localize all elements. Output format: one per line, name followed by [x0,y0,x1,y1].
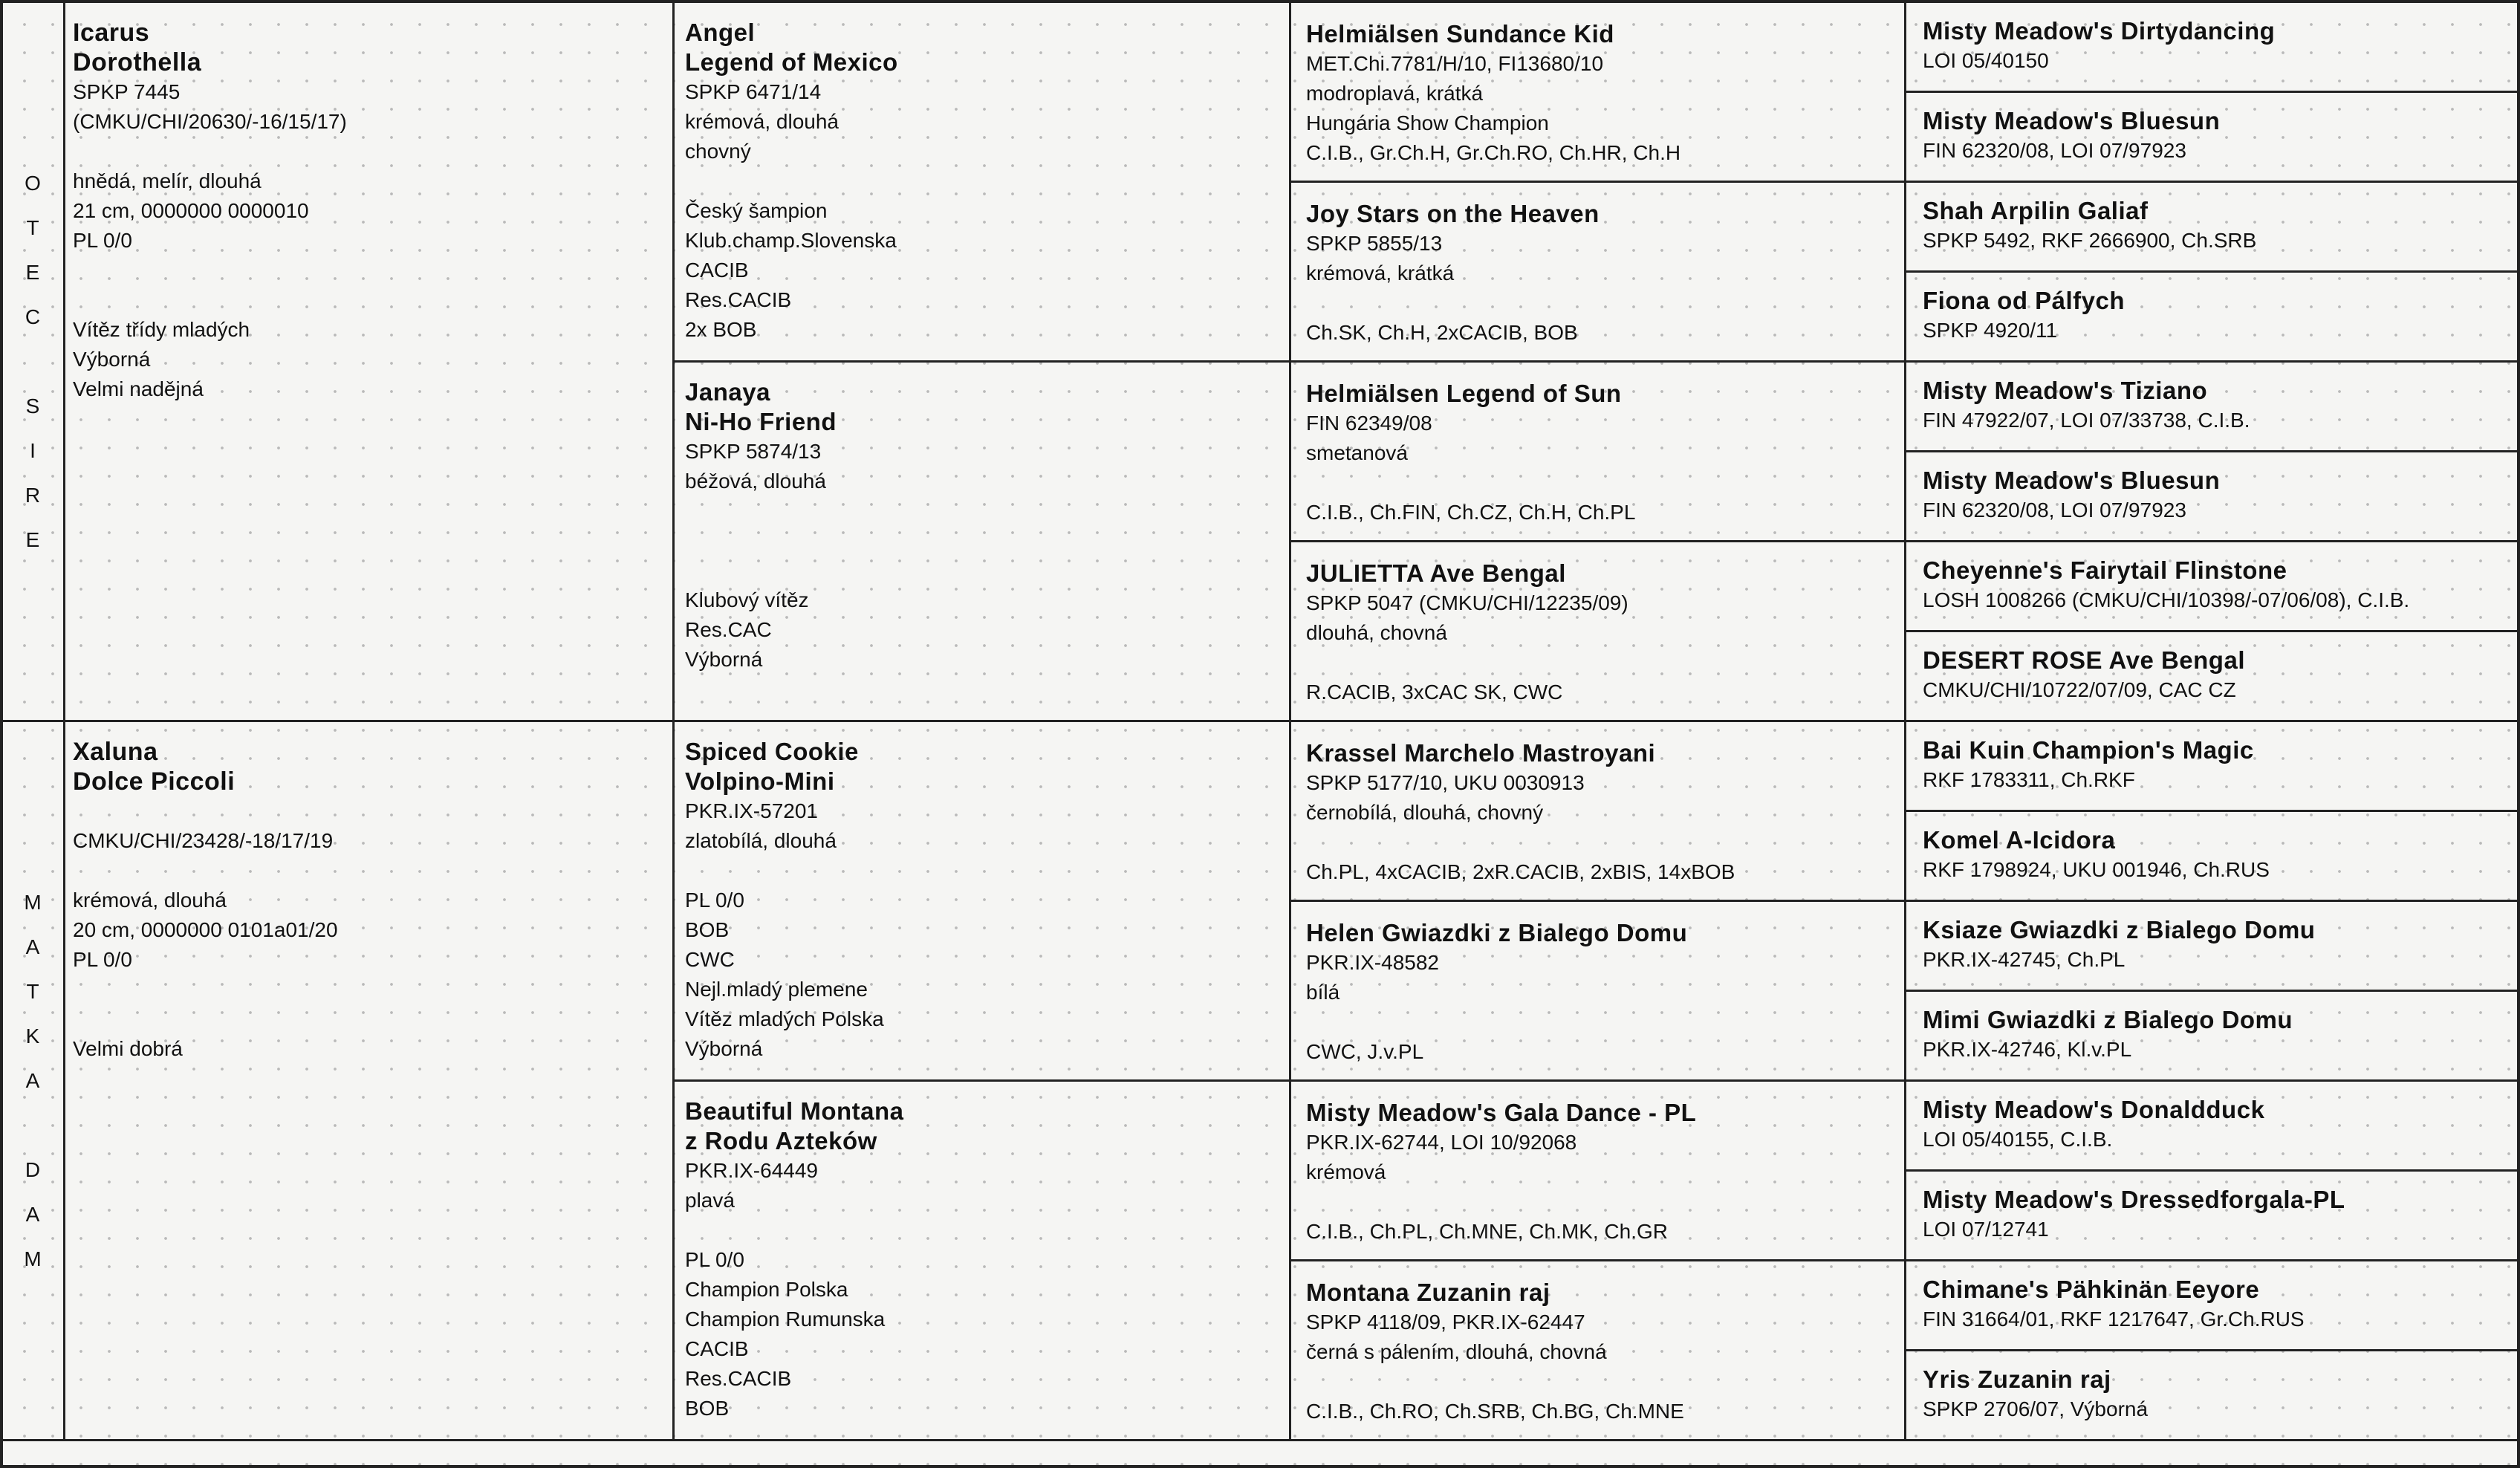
gg-grandparent-name: Misty Meadow's Tiziano [1923,377,2208,404]
grandparent-info-line [685,556,1276,585]
grandparent-cell [675,363,1291,722]
great-grandparent-info-line [1306,1367,1891,1397]
grandparent-info-line: PL 0/0 [685,889,744,912]
sire-info-line [73,256,659,285]
gg-grandparent-info: LOI 05/40155, C.I.B. [1923,1128,2113,1151]
great-grandparent-info-line: PKR.IX-48582 [1306,951,1439,974]
side-letter: K [25,1024,41,1048]
grandparent-info-line: krémová, dlouhá [685,110,840,133]
side-letter: S [25,394,41,418]
great-grandparent-name: Joy Stars on the Heaven [1306,200,1600,227]
dam-info-line [73,856,659,886]
great-grandparent-info-line: černobílá, dlouhá, chovný [1306,801,1544,824]
grandparent-info-line: Res.CACIB [685,1367,792,1390]
gg-grandparent-cell [1906,812,2520,902]
side-letter: E [25,260,41,284]
gg-grandparent-name: Fiona od Pálfych [1923,287,2126,314]
grandparent-info-line: 2x BOB [685,318,757,341]
grandparent-info-line: Champion Rumunska [685,1308,886,1331]
dam-side-label [3,722,65,1441]
gg-grandparent-name: DESERT ROSE Ave Bengal [1923,646,2245,674]
grandparent-info-line: Výborná [685,1037,763,1060]
great-grandparent-name: Krassel Marchelo Mastroyani [1306,739,1656,767]
grandparent-name-line1: Janaya [685,378,770,406]
grandparent-name-line1: Spiced Cookie [685,738,859,765]
great-grandparent-info-line [1306,288,1891,318]
side-letter: T [26,215,40,239]
great-grandparent-info-line: Ch.PL, 4xCACIB, 2xR.CACIB, 2xBIS, 14xBOB [1306,860,1735,883]
grandparent-info-line: BOB [685,1397,730,1420]
great-grandparent-name: Helen Gwiazdki z Bialego Domu [1306,919,1688,946]
grandparent-name-line2: Volpino-Mini [685,767,835,795]
gg-grandparent-cell [1906,273,2520,363]
great-grandparent-info-line: C.I.B., Gr.Ch.H, Gr.Ch.RO, Ch.HR, Ch.H [1306,141,1681,164]
gg-grandparent-info: RKF 1798924, UKU 001946, Ch.RUS [1923,858,2270,881]
grandparent-info-line: CWC [685,948,735,971]
great-grandparent-info-line: C.I.B., Ch.PL, Ch.MNE, Ch.MK, Ch.GR [1306,1220,1669,1243]
dam-info-line [73,796,659,826]
gg-grandparent-cell [1906,363,2520,452]
dam-info-line: Velmi dobrá [73,1037,183,1060]
great-grandparent-name: JULIETTA Ave Bengal [1306,559,1566,587]
grandparent-info-line [685,1215,1276,1245]
great-grandparent-info-line: R.CACIB, 3xCAC SK, CWC [1306,681,1563,704]
great-grandparent-info-line [1306,1007,1891,1037]
sire-name-line1: Icarus [73,19,150,47]
dam-info-line: krémová, dlouhá [73,889,227,912]
gg-grandparent-name: Chimane's Pähkinän Eeyore [1923,1276,2260,1303]
grandparent-info-line: BOB [685,918,730,941]
side-letter: A [25,1202,41,1226]
grandparent-info-line: Champion Polska [685,1278,848,1301]
sire-info-line: hnědá, melír, dlouhá [73,169,262,192]
gg-grandparent-name: Misty Meadow's Donaldduck [1923,1096,2265,1123]
dam-name-line2: Dolce Piccoli [73,767,236,796]
great-grandparent-info-line [1306,468,1891,498]
great-grandparent-cell [1291,542,1906,722]
gg-grandparent-info: FIN 62320/08, LOI 07/97923 [1923,139,2186,162]
sire-info-line: Vítěz třídy mladých [73,318,250,341]
gg-grandparent-name: Misty Meadow's Bluesun [1923,107,2221,134]
great-grandparent-cell [1291,1082,1906,1261]
grandparent-info-line [685,496,1276,526]
sire-info-line: Velmi nadějná [73,377,204,400]
gg-grandparent-info: FIN 62320/08, LOI 07/97923 [1923,498,2186,522]
grandparent-info-line: Nejl.mladý plemene [685,978,868,1001]
grandparent-name-line2: z Rodu Azteków [685,1127,877,1154]
dam-info-line: PL 0/0 [73,948,132,971]
gg-grandparent-info: LOSH 1008266 (CMKU/CHI/10398/-07/06/08), C.I.B. [1923,588,2410,611]
side-letter: M [24,890,42,914]
sire-info-line [73,137,659,166]
great-grandparent-info-line: FIN 62349/08 [1306,412,1432,435]
great-grandparent-info-line: CWC, J.v.PL [1306,1040,1424,1063]
gg-grandparent-info: FIN 31664/01, RKF 1217647, Gr.Ch.RUS [1923,1308,2305,1331]
grandparent-info-line: plavá [685,1189,735,1212]
grandparent-info-line: SPKP 6471/14 [685,80,822,103]
grandparent-info-line: Vítěz mladých Polska [685,1007,884,1030]
great-grandparent-info-line: Hungária Show Champion [1306,111,1549,134]
gg-grandparent-cell [1906,542,2520,632]
dam-name-line1: Xaluna [73,738,158,766]
gg-grandparent-cell [1906,632,2520,722]
gg-grandparent-info: PKR.IX-42745, Ch.PL [1923,948,2126,971]
gg-grandparent-cell [1906,1351,2520,1441]
great-grandparent-cell [1291,1261,1906,1441]
great-grandparent-name: Helmiälsen Sundance Kid [1306,20,1614,48]
gg-grandparent-name: Shah Arpilin Galiaf [1923,197,2149,224]
great-grandparent-info-line: smetanová [1306,441,1408,464]
great-grandparent-info-line: Ch.SK, Ch.H, 2xCACIB, BOB [1306,321,1578,344]
great-grandparent-cell [1291,363,1906,542]
grandparent-info-line: PKR.IX-64449 [685,1159,818,1182]
gg-grandparent-info: CMKU/CHI/10722/07/09, CAC CZ [1923,678,2236,701]
grandparent-info-line: Český šampion [685,199,828,222]
sire-info-line [73,285,659,315]
gg-grandparent-cell [1906,992,2520,1082]
grandparent-info-line: CACIB [685,1337,749,1360]
dam-info-line: 20 cm, 0000000 0101a01/20 [73,918,338,941]
gg-grandparent-cell [1906,452,2520,542]
side-letter: A [25,935,41,958]
side-letter: O [25,171,42,195]
sire-info-line: SPKP 7445 [73,80,181,103]
side-letter: A [25,1068,41,1092]
sire-info-line: 21 cm, 0000000 0000010 [73,199,309,222]
grandparent-info-line: PKR.IX-57201 [685,799,818,822]
dam-info-line [73,975,659,1004]
great-grandparent-cell [1291,902,1906,1082]
grandparent-info-line: SPKP 5874/13 [685,440,822,463]
grandparent-name-line1: Angel [685,19,756,46]
gg-grandparent-info: RKF 1783311, Ch.RKF [1923,768,2135,791]
gg-grandparent-name: Mimi Gwiazdki z Bialego Domu [1923,1006,2293,1033]
gg-grandparent-cell [1906,1082,2520,1172]
great-grandparent-info-line: PKR.IX-62744, LOI 10/92068 [1306,1131,1577,1154]
side-letter: I [30,438,36,462]
gg-grandparent-name: Misty Meadow's Bluesun [1923,467,2221,494]
great-grandparent-info-line: MET.Chi.7781/H/10, FI13680/10 [1306,52,1604,75]
gg-grandparent-info: LOI 07/12741 [1923,1218,2049,1241]
great-grandparent-info-line: SPKP 5177/10, UKU 0030913 [1306,771,1585,794]
grandparent-cell [675,1082,1291,1441]
grandparent-info-line: Klub.champ.Slovenska [685,229,897,252]
gg-grandparent-info: SPKP 2706/07, Výborná [1923,1397,2149,1420]
dam-info-line [73,1004,659,1034]
great-grandparent-info-line: krémová [1306,1160,1386,1183]
sire-info-line: PL 0/0 [73,229,132,252]
grandparent-info-line: Res.CAC [685,618,772,641]
grandparent-name-line1: Beautiful Montana [685,1097,904,1125]
gg-grandparent-cell [1906,3,2520,93]
great-grandparent-info-line: C.I.B., Ch.FIN, Ch.CZ, Ch.H, Ch.PL [1306,501,1636,524]
great-grandparent-info-line [1306,828,1891,857]
great-grandparent-info-line: SPKP 5855/13 [1306,232,1443,255]
grandparent-info-line: Res.CACIB [685,288,792,311]
great-grandparent-cell [1291,3,1906,183]
grandparent-info-line: zlatobílá, dlouhá [685,829,837,852]
gg-grandparent-name: Yris Zuzanin raj [1923,1365,2111,1393]
great-grandparent-info-line: dlouhá, chovná [1306,621,1447,644]
gg-grandparent-name: Misty Meadow's Dressedforgala-PL [1923,1186,2345,1213]
side-letter: R [25,483,42,507]
great-grandparent-cell [1291,183,1906,363]
sire-side-label [3,3,65,722]
gg-grandparent-name: Komel A-Icidora [1923,826,2116,854]
grandparent-info-line: béžová, dlouhá [685,470,826,493]
gg-grandparent-info: PKR.IX-42746, Kl.v.PL [1923,1038,2132,1061]
grandparent-info-line: CACIB [685,259,749,282]
great-grandparent-info-line: krémová, krátká [1306,262,1455,285]
gg-grandparent-info: FIN 47922/07, LOI 07/33738, C.I.B. [1923,409,2250,432]
grandparent-cell [675,3,1291,363]
sire-info-line: Výborná [73,348,151,371]
side-letter: E [25,527,41,551]
gg-grandparent-name: Ksiaze Gwiazdki z Bialego Domu [1923,916,2316,944]
grandparent-info-line [685,526,1276,556]
great-grandparent-info-line [1306,1187,1891,1217]
great-grandparent-info-line: SPKP 4118/09, PKR.IX-62447 [1306,1311,1585,1334]
sire-info-line: (CMKU/CHI/20630/-16/15/17) [73,110,347,133]
dam-info-line: CMKU/CHI/23428/-18/17/19 [73,829,334,852]
great-grandparent-info-line: černá s pálením, dlouhá, chovná [1306,1340,1607,1363]
sire-cell [65,3,675,722]
side-letter: C [25,305,42,328]
great-grandparent-cell [1291,722,1906,902]
great-grandparent-name: Misty Meadow's Gala Dance - PL [1306,1099,1697,1126]
grandparent-info-line: chovný [685,140,751,163]
grandparent-name-line2: Ni-Ho Friend [685,408,837,435]
gg-grandparent-cell [1906,1172,2520,1261]
grandparent-info-line: Výborná [685,648,763,671]
gg-grandparent-info: SPKP 4920/11 [1923,319,2058,342]
gg-grandparent-info: SPKP 5492, RKF 2666900, Ch.SRB [1923,229,2257,252]
gg-grandparent-cell [1906,722,2520,812]
gg-grandparent-name: Bai Kuin Champion's Magic [1923,736,2254,764]
great-grandparent-info-line: C.I.B., Ch.RO, Ch.SRB, Ch.BG, Ch.MNE [1306,1400,1684,1423]
grandparent-info-line: PL 0/0 [685,1248,744,1271]
dam-cell [65,722,675,1441]
side-letter: D [25,1157,42,1181]
gg-grandparent-cell [1906,93,2520,183]
great-grandparent-info-line: modroplavá, krátká [1306,82,1484,105]
gg-grandparent-info: LOI 05/40150 [1923,49,2049,72]
grandparent-info-line [685,856,1276,886]
gg-grandparent-name: Cheyenne's Fairytail Flinstone [1923,556,2287,584]
gg-grandparent-cell [1906,902,2520,992]
great-grandparent-name: Montana Zuzanin raj [1306,1279,1550,1306]
sire-name-line2: Dorothella [73,48,202,77]
side-letter: M [24,1247,42,1270]
great-grandparent-name: Helmiälsen Legend of Sun [1306,380,1622,407]
grandparent-info-line: Klubový vítěz [685,588,809,611]
gg-grandparent-cell [1906,1261,2520,1351]
great-grandparent-info-line [1306,648,1891,678]
grandparent-info-line [685,166,1276,196]
side-letter: T [26,979,40,1003]
great-grandparent-info-line: bílá [1306,981,1340,1004]
grandparent-cell [675,722,1291,1082]
gg-grandparent-cell [1906,183,2520,273]
grandparent-name-line2: Legend of Mexico [685,48,898,76]
great-grandparent-info-line: SPKP 5047 (CMKU/CHI/12235/09) [1306,591,1628,614]
gg-grandparent-name: Misty Meadow's Dirtydancing [1923,17,2276,45]
